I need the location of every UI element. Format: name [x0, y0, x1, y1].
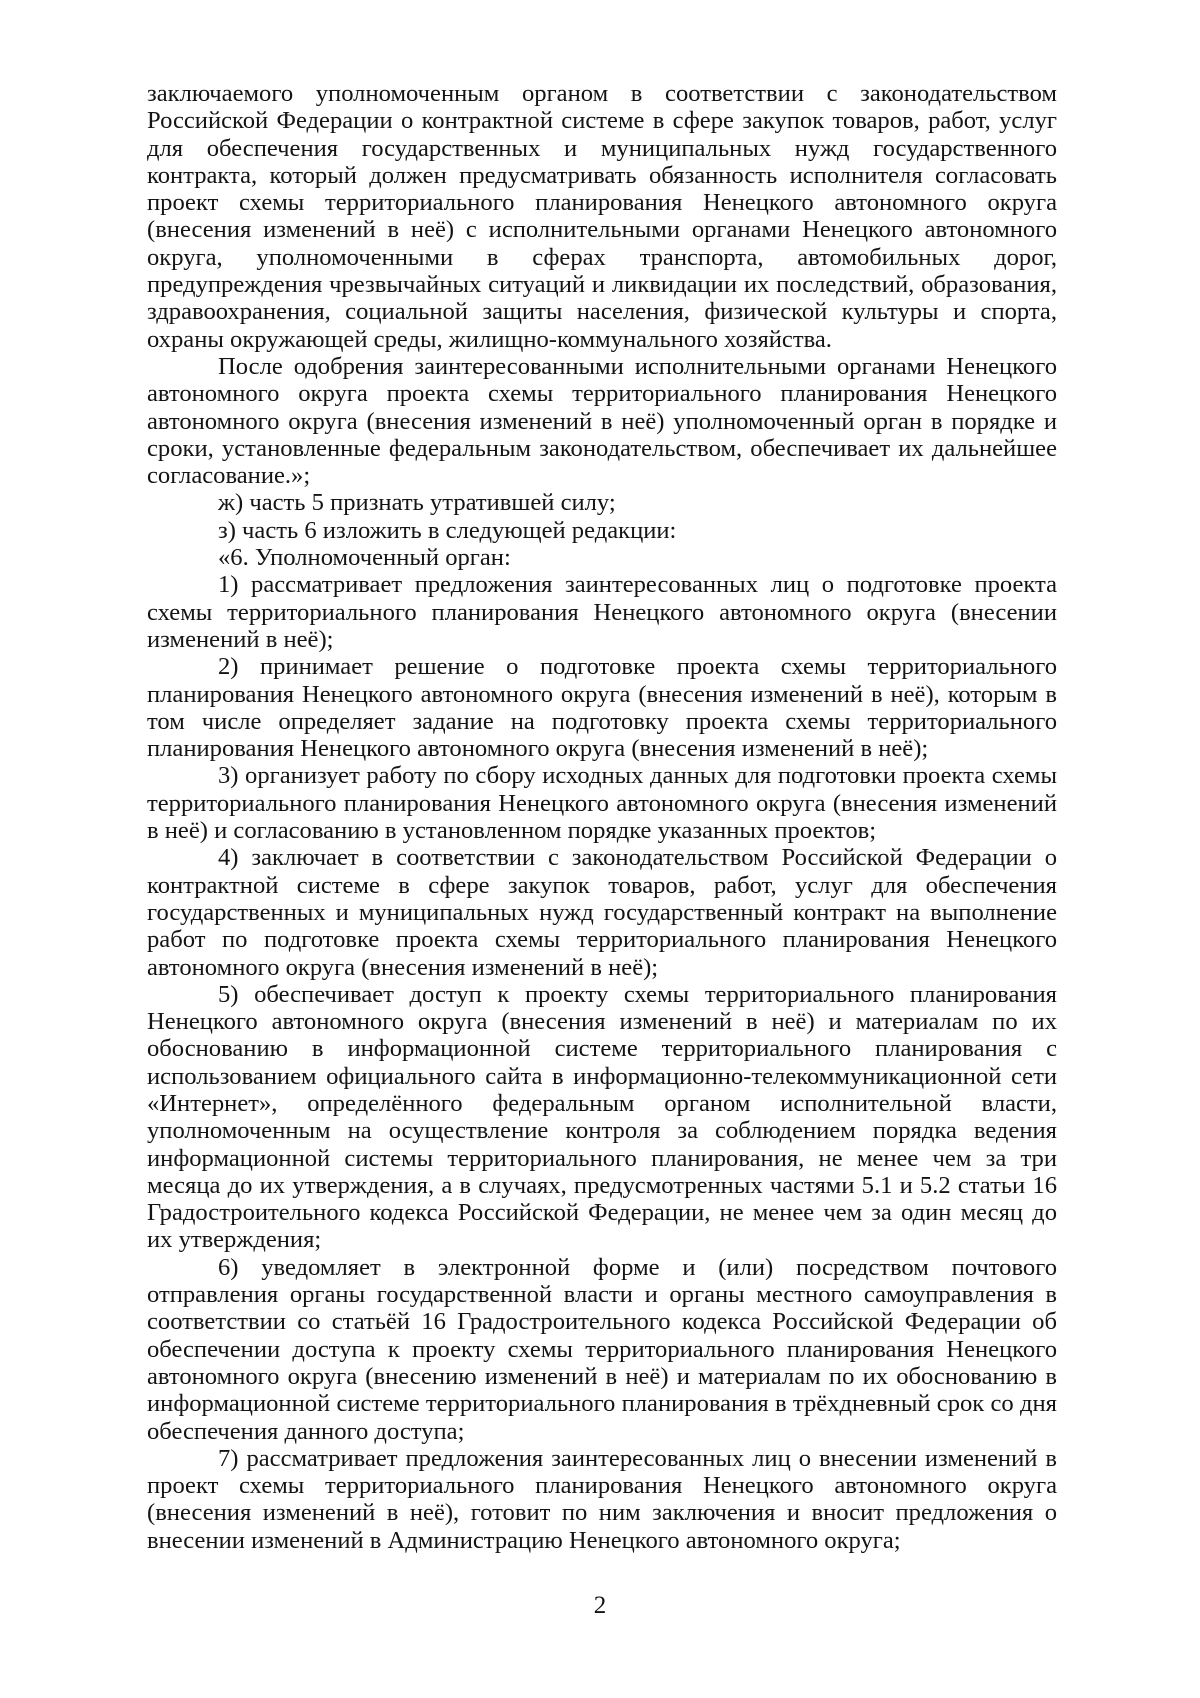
paragraph-item-3: 3) организует работу по сбору исходных данных для подготовки проекта схемы территориального планирования Ненецкого автономного округа (внесения изменений в неё) и согласованию в установленном порядке указанных проектов;	[147, 762, 1057, 845]
paragraph-item-1: 1) рассматривает предложения заинтересованных лиц о подготовке проекта схемы территориального планирования Ненецкого автономного округа (внесении изменений в неё);	[147, 571, 1057, 653]
paragraph-approval: После одобрения заинтересованными исполнительными органами Ненецкого автономного округа проекта схемы территориального планирования Ненецкого автономного округа (внесения изменений в неё) уполномоченный орган в порядке и сроки, установленные федеральным законодательством, обеспечивает их дальнейшее согласование.»;	[147, 352, 1057, 490]
page-number: 2	[593, 1592, 607, 1619]
paragraph-item-6: 6) уведомляет в электронной форме и (или) посредством почтового отправления органы государственной власти и органы местного самоуправления в соответствии со статьёй 16 Градостроительного кодекса Российской Федерации об обеспечении доступа к проекту схемы территориального планирования Ненецкого автономного округа (внесению изменений в неё) и материалам по их обоснованию в информационной системе территориального планирования в трёхдневный срок со дня обеспечения данного доступа;	[147, 1253, 1057, 1445]
paragraph-item-z: з) часть 6 изложить в следующей редакции:	[218, 516, 677, 544]
paragraph-item-4: 4) заключает в соответствии с законодательством Российской Федерации о контрактной системе в сфере закупок товаров, работ, услуг для обеспечения государственных и муниципальных нужд государственный контракт на выполнение работ по подготовке проекта схемы территориального планирования Ненецкого автономного округа (внесения изменений в неё);	[147, 844, 1057, 981]
paragraph-item-7: 7) рассматривает предложения заинтересованных лиц о внесении изменений в проект схемы территориального планирования Ненецкого автономного округа (внесения изменений в неё), готовит по ним заключения и вносит предложения о внесении изменений в Администрацию Ненецкого автономного округа;	[147, 1444, 1057, 1554]
paragraph-item-5: 5) обеспечивает доступ к проекту схемы территориального планирования Ненецкого автономного округа (внесения изменений в неё) и материалам по их обоснованию в информационной системе территориального планирования с использованием официального сайта в информационно-телекоммуникационной сети «Интернет», определённого федеральным органом исполнительной власти, уполномоченным на осуществление контроля за соблюдением порядка ведения информационной системы территориального планирования, не менее чем за три месяца до их утверждения, а в случаях, предусмотренных частями 5.1 и 5.2 статьи 16 Градостроительного кодекса Российской Федерации, не менее чем за один месяц до их утверждения;	[147, 980, 1057, 1254]
document-body	[147, 80, 1057, 1554]
paragraph-part-6-heading: «6. Уполномоченный орган:	[218, 544, 511, 572]
paragraph-item-zh: ж) часть 5 признать утратившей силу;	[218, 489, 616, 517]
paragraph-contract-continuation: заключаемого уполномоченным органом в соответствии с законодательством Российской Федерации о контрактной системе в сфере закупок товаров, работ, услуг для обеспечения государственных и муниципальных нужд государственного контракта, который должен предусматривать обязанность исполнителя согласовать проект схемы территориального планирования Ненецкого автономного округа (внесения изменений в неё) с исполнительными органами Ненецкого автономного округа, уполномоченными в сферах транспорта, автомобильных дорог, предупреждения чрезвычайных ситуаций и ликвидации их последствий, образования, здравоохранения, социальной защиты населения, физической культуры и спорта, охраны окружающей среды, жилищно-коммунального хозяйства.	[147, 80, 1057, 353]
paragraph-item-2: 2) принимает решение о подготовке проекта схемы территориального планирования Ненецкого автономного округа (внесения изменений в неё), которым в том числе определяет задание на подготовку проекта схемы территориального планирования Ненецкого автономного округа (внесения изменений в неё);	[147, 653, 1057, 763]
